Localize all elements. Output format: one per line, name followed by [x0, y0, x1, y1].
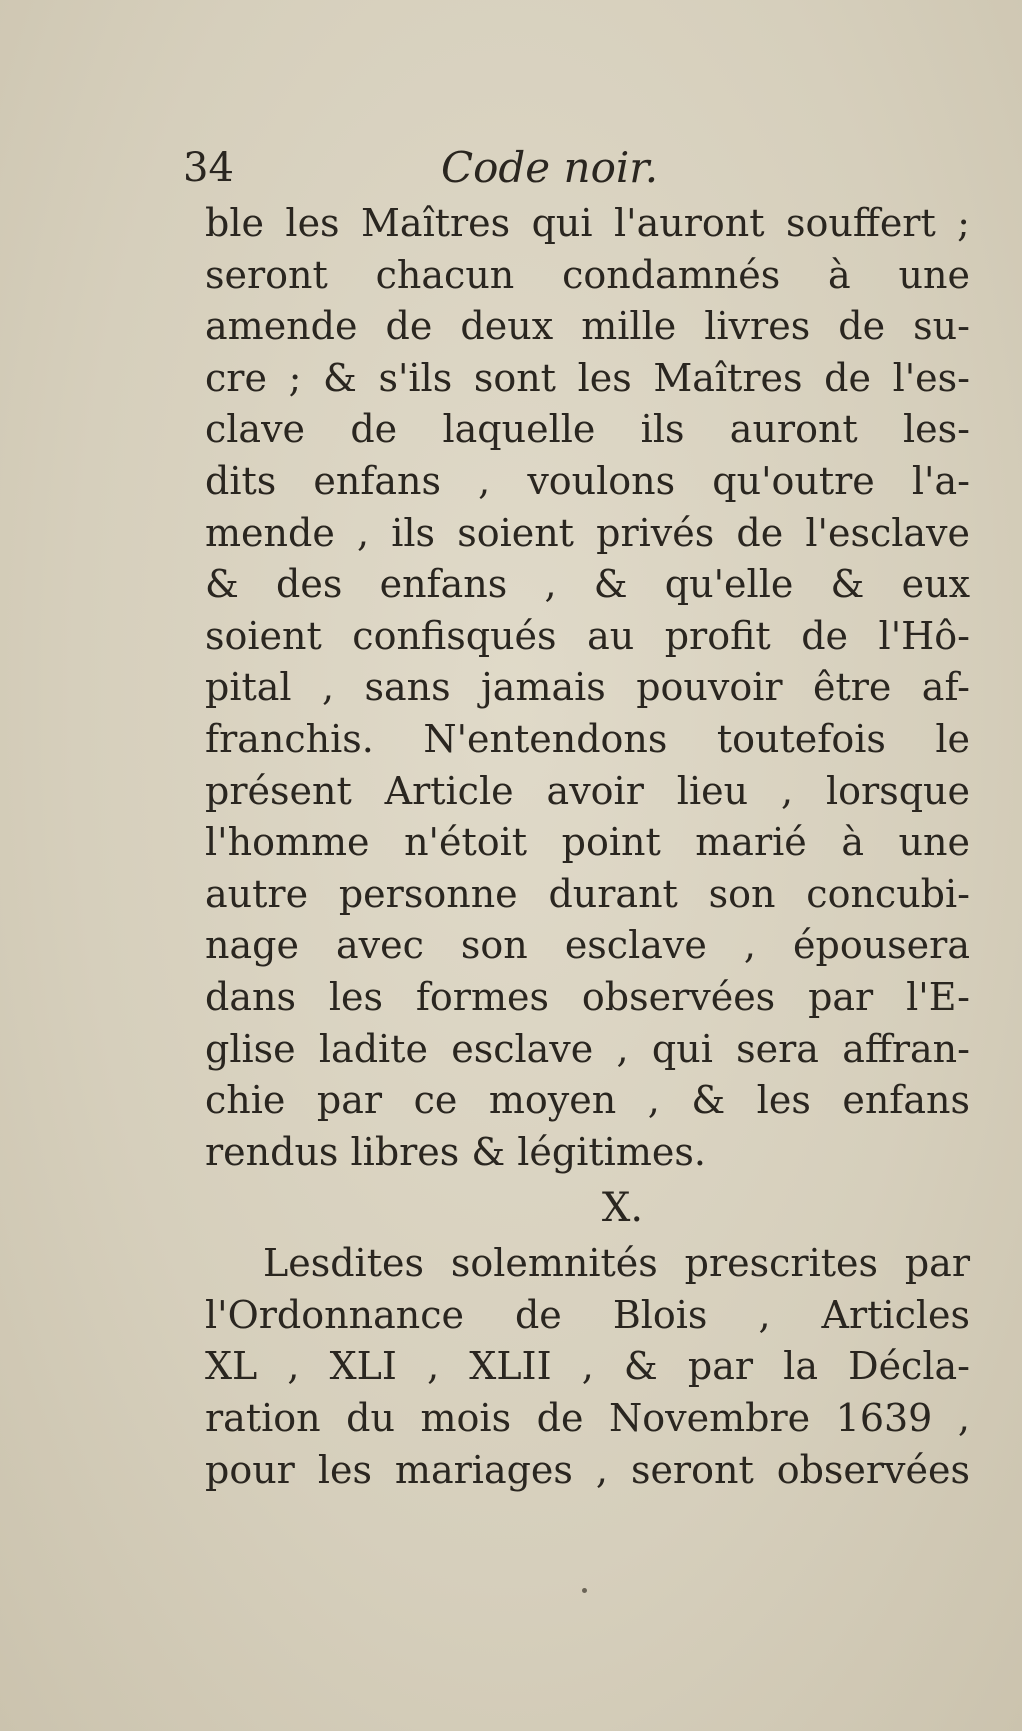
- text-line: dits enfans , voulons qu'outre l'a-: [205, 458, 970, 503]
- text-line: Lesdites solemnités prescrites par: [263, 1241, 970, 1286]
- text-line: nage avec son esclave , épousera: [205, 923, 970, 968]
- text-line: XL , XLI , XLII , & par la Décla-: [205, 1344, 970, 1389]
- text-line: l'Ordonnance de Blois , Articles: [205, 1292, 970, 1337]
- text-line: dans les formes observées par l'E-: [205, 974, 970, 1019]
- text-line: franchis. N'entendons toutefois le: [205, 716, 970, 761]
- text-line: pour les mariages , seront observées: [205, 1447, 970, 1492]
- text-line: ration du mois de Novembre 1639 ,: [205, 1396, 970, 1441]
- page-number: 34: [183, 145, 234, 191]
- text-line: clave de laquelle ils auront les-: [205, 407, 970, 452]
- running-head: [183, 140, 703, 196]
- text-line: soient confisqués au profit de l'Hô-: [205, 613, 970, 658]
- text-line: amende de deux mille livres de su-: [205, 304, 970, 349]
- text-line: & des enfans , & qu'elle & eux: [205, 562, 970, 607]
- article-heading: X.: [601, 1185, 644, 1232]
- text-line: cre ; & s'ils sont les Maîtres de l'es-: [205, 355, 970, 400]
- ink-spot: [582, 1588, 587, 1593]
- text-line: glise ladite esclave , qui sera affran-: [205, 1026, 970, 1071]
- text-line: rendus libres & légitimes.: [205, 1129, 706, 1174]
- text-line: l'homme n'étoit point marié à une: [205, 820, 970, 865]
- text-line: mende , ils soient privés de l'esclave: [205, 510, 970, 555]
- text-line: seront chacun condamnés à une: [205, 252, 970, 297]
- text-line: pital , sans jamais pouvoir être af-: [205, 665, 970, 710]
- text-line: chie par ce moyen , & les enfans: [205, 1078, 970, 1123]
- text-line: présent Article avoir lieu , lorsque: [205, 768, 970, 813]
- text-block: [205, 198, 970, 1496]
- text-line: ble les Maîtres qui l'auront souffert ;: [205, 201, 970, 245]
- text-line: autre personne durant son concubi-: [205, 871, 970, 916]
- running-title: Code noir.: [441, 143, 659, 192]
